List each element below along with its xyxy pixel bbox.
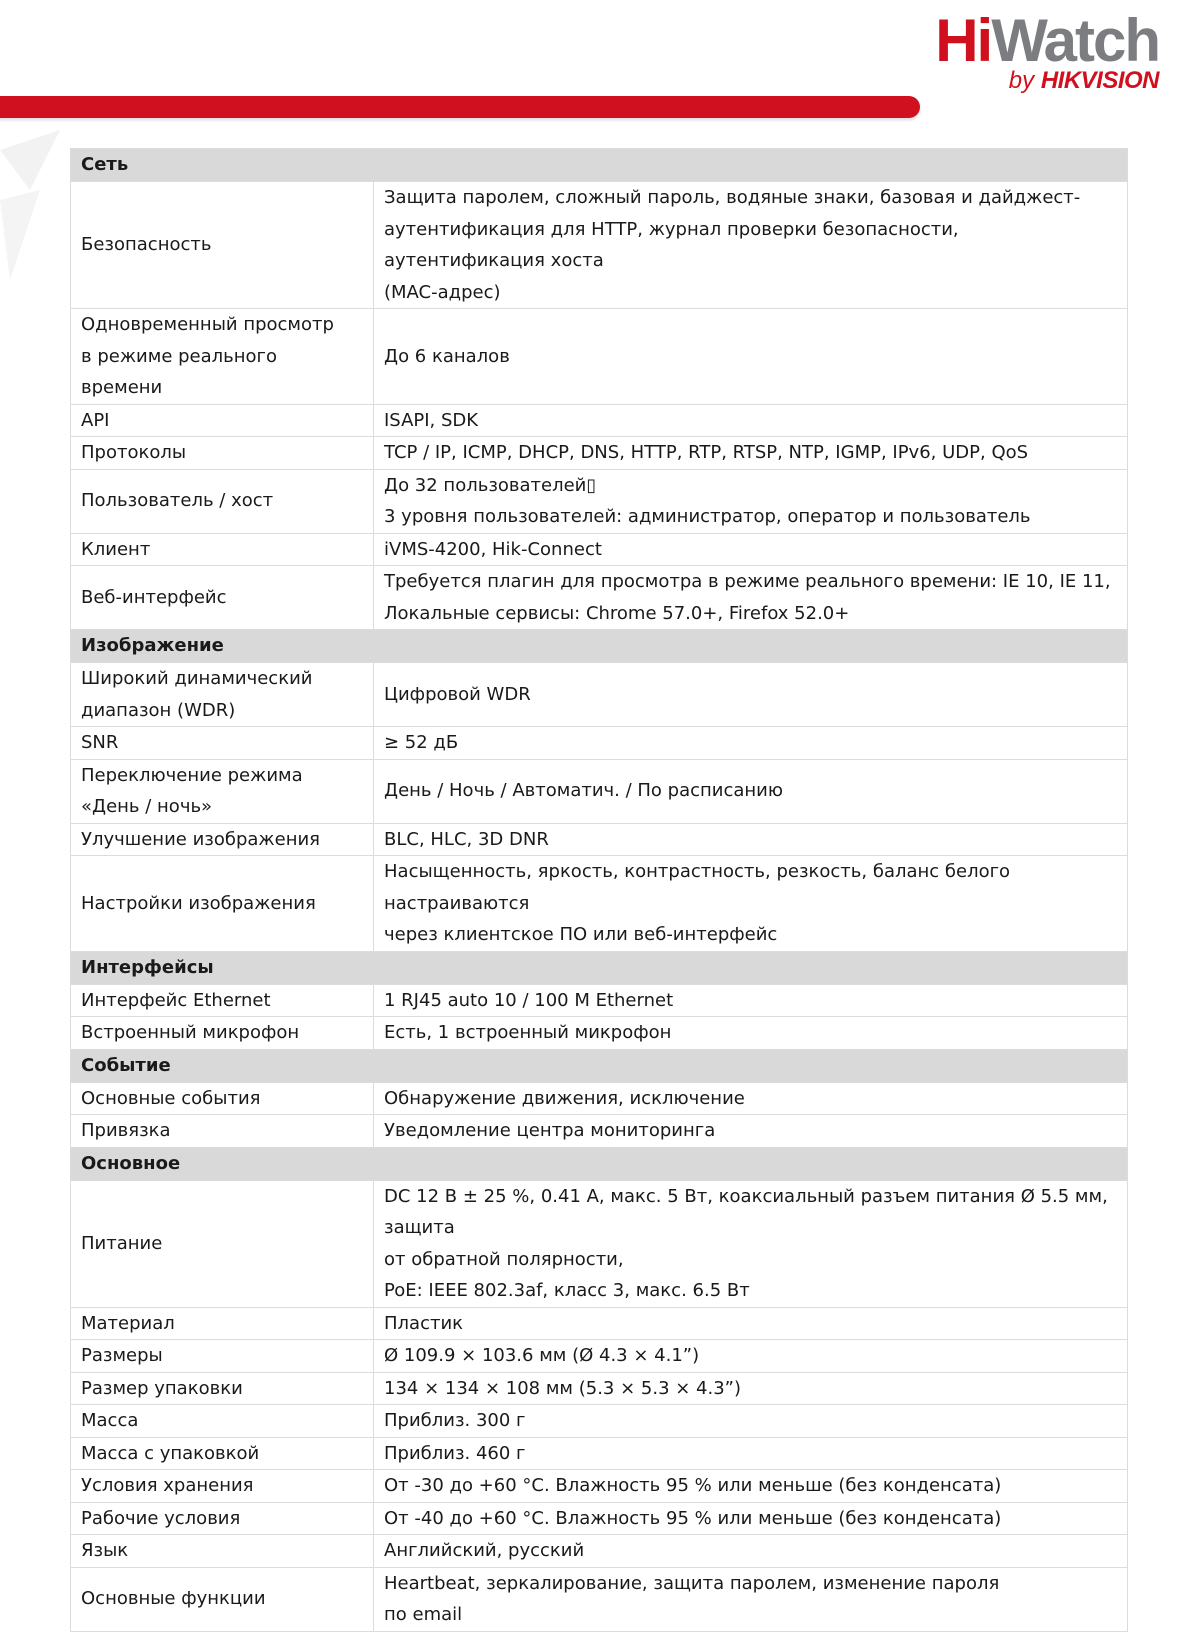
spec-value [374,437,1128,470]
spec-key-line: Улучшение изображения [81,828,320,850]
spec-value-line: TCP / IP, ICMP, DHCP, DNS, HTTP, RTP, RTSP, NTP, IGMP, IPv6, UDP, QoS [384,442,1029,463]
spec-row [71,469,1128,533]
spec-key [71,823,374,856]
spec-value-line: аутентификация для HTTP, журнал проверки безопасности, аутентификация хоста [384,218,959,271]
spec-value-line: До 6 каналов [384,345,510,367]
spec-value [374,1082,1128,1115]
spec-value-line: Обнаружение движения, исключение [384,1087,745,1109]
spec-key-line: API [81,409,110,431]
watermark-shape [0,130,70,300]
spec-row [71,533,1128,566]
header-red-bar [0,96,920,118]
spec-key-line: Клиент [81,538,151,560]
spec-value-line: 1 RJ45 auto 10 / 100 M Ethernet [384,989,674,1011]
spec-value [374,1180,1128,1307]
spec-key [71,533,374,566]
spec-value-line: от обратной полярности, [384,1248,624,1270]
spec-row [71,1535,1128,1568]
spec-key-line: Интерфейс Ethernet [81,989,271,1011]
spec-value [374,1567,1128,1631]
spec-value-line: Защита паролем, сложный пароль, водяные знаки, базовая и дайджест- [384,187,1081,208]
spec-row [71,1307,1128,1340]
spec-key-line: Рабочие условия [81,1507,241,1529]
spec-key [71,1567,374,1631]
spec-value [374,566,1128,630]
spec-key [71,1470,374,1503]
spec-key [71,404,374,437]
spec-key [71,1340,374,1373]
spec-value [374,404,1128,437]
spec-value [374,1405,1128,1438]
spec-value [374,727,1128,760]
spec-value-line: через клиентское ПО или веб-интерфейс [384,924,778,945]
spec-value-line: Цифровой WDR [384,683,531,705]
spec-key-line: Масса [81,1410,139,1431]
spec-value-line: ≥ 52 дБ [384,732,459,753]
spec-key [71,759,374,823]
spec-value [374,759,1128,823]
spec-value-line: PoE: IEEE 802.3af, класс 3, макс. 6.5 Вт [384,1280,750,1301]
spec-key-line: «День / ночь» [81,796,213,817]
spec-key-line: Протоколы [81,442,187,463]
spec-row [71,1340,1128,1373]
spec-key [71,856,374,952]
section-title: Сеть [71,149,1128,182]
spec-value-line: iVMS-4200, Hik-Connect [384,538,602,560]
spec-value [374,1307,1128,1340]
spec-key-line: Питание [81,1232,163,1254]
spec-value-line: Есть, 1 встроенный микрофон [384,1022,672,1043]
spec-key [71,1372,374,1405]
spec-row [71,1502,1128,1535]
spec-key-line: Размер упаковки [81,1377,243,1399]
spec-row [71,566,1128,630]
spec-row [71,404,1128,437]
spec-row [71,856,1128,952]
spec-value-line: Требуется плагин для просмотра в режиме реального времени: IE 10, IE 11, [384,571,1111,592]
spec-key-line: диапазон (WDR) [81,699,236,721]
spec-value [374,856,1128,952]
spec-row [71,1372,1128,1405]
spec-key [71,1017,374,1050]
spec-key [71,469,374,533]
spec-value [374,1470,1128,1503]
spec-row [71,1567,1128,1631]
spec-row [71,182,1128,309]
spec-value [374,663,1128,727]
section-title: Интерфейсы [71,951,1128,984]
spec-value [374,533,1128,566]
spec-key-line: Одновременный просмотр [81,314,334,335]
spec-value [374,182,1128,309]
logo-wordmark: HiWatch [935,7,1159,74]
spec-key [71,1307,374,1340]
spec-key [71,437,374,470]
spec-value-line: Насыщенность, яркость, контрастность, резкость, баланс белого настраиваются [384,861,1011,914]
spec-value-line: Приблиз. 300 г [384,1410,526,1431]
spec-key [71,566,374,630]
spec-key [71,1437,374,1470]
spec-key-line: Основные события [81,1087,261,1109]
section-header [71,149,1128,182]
spec-value-line: Уведомление центра мониторинга [384,1120,716,1141]
spec-value [374,309,1128,405]
spec-key [71,984,374,1017]
spec-row [71,823,1128,856]
section-header [71,1147,1128,1180]
spec-key-line: Основные функции [81,1588,266,1610]
spec-key [71,1180,374,1307]
spec-row [71,1437,1128,1470]
spec-value-line: Ø 109.9 × 103.6 мм (Ø 4.3 × 4.1”) [384,1345,700,1366]
spec-value [374,1502,1128,1535]
spec-key-line: Широкий динамический [81,668,313,689]
spec-key [71,1502,374,1535]
spec-key [71,182,374,309]
spec-value [374,823,1128,856]
spec-value-line: (MAC-адрес) [384,281,501,303]
spec-key-line: SNR [81,732,119,753]
spec-row [71,1115,1128,1148]
spec-value-line: От -40 до +60 °C. Влажность 95 % или меньше (без конденсата) [384,1507,1002,1529]
spec-value-line: Heartbeat, зеркалирование, защита паролем, изменение пароля [384,1572,1000,1594]
spec-key [71,727,374,760]
spec-key [71,1405,374,1438]
spec-key-line: Веб-интерфейс [81,586,227,608]
spec-row [71,759,1128,823]
section-title: Основное [71,1147,1128,1180]
spec-value [374,1340,1128,1373]
spec-key-line: Пользователь / хост [81,490,274,512]
spec-value-line: ISAPI, SDK [384,409,479,431]
spec-row [71,727,1128,760]
spec-key-line: Встроенный микрофон [81,1022,300,1043]
spec-value-line: DC 12 В ± 25 %, 0.41 А, макс. 5 Вт, коаксиальный разъем питания Ø 5.5 мм, защита [384,1185,1108,1238]
spec-key [71,1535,374,1568]
spec-key [71,663,374,727]
spec-key-line: Условия хранения [81,1475,254,1496]
spec-row [71,309,1128,405]
spec-row [71,663,1128,727]
spec-key-line: Материал [81,1312,175,1334]
spec-value [374,1372,1128,1405]
spec-key-line: Язык [81,1540,129,1561]
spec-row [71,1405,1128,1438]
spec-value-line: 134 × 134 × 108 мм (5.3 × 5.3 × 4.3”) [384,1377,742,1399]
spec-value [374,469,1128,533]
section-header [71,630,1128,663]
hiwatch-logo [914,8,1159,94]
spec-key-line: Привязка [81,1120,171,1141]
spec-value-line: До 32 пользователей▯ [384,474,597,496]
spec-value-line: Приблиз. 460 г [384,1442,526,1464]
spec-value [374,1535,1128,1568]
section-title: Событие [71,1049,1128,1082]
spec-value-line: 3 уровня пользователей: администратор, оператор и пользователь [384,506,1031,527]
spec-value-line: Английский, русский [384,1540,585,1561]
spec-row [71,437,1128,470]
spec-key-line: Масса с упаковкой [81,1442,260,1464]
logo-byline: by HIKVISION [1008,67,1159,94]
spec-value [374,1437,1128,1470]
spec-key-line: Безопасность [81,234,212,256]
spec-key-line: Переключение режима [81,764,303,786]
spec-value [374,1017,1128,1050]
spec-row [71,984,1128,1017]
spec-key-line: Размеры [81,1345,163,1366]
spec-row [71,1180,1128,1307]
section-header [71,1049,1128,1082]
spec-value-line: Локальные сервисы: Chrome 57.0+, Firefox 52.0+ [384,602,850,624]
spec-row [71,1017,1128,1050]
spec-value [374,984,1128,1017]
spec-key [71,1082,374,1115]
spec-key-line: в режиме реального времени [81,345,278,398]
spec-key [71,1115,374,1148]
spec-value-line: Пластик [384,1312,464,1334]
spec-value-line: BLC, HLC, 3D DNR [384,828,549,850]
section-header [71,951,1128,984]
spec-value-line: От -30 до +60 °C. Влажность 95 % или меньше (без конденсата) [384,1475,1002,1496]
spec-row [71,1082,1128,1115]
spec-value-line: День / Ночь / Автоматич. / По расписанию [384,780,784,802]
spec-key-line: Настройки изображения [81,892,316,914]
spec-table [70,148,1128,1632]
spec-value-line: по email [384,1604,463,1625]
spec-row [71,1470,1128,1503]
spec-value [374,1115,1128,1148]
section-title: Изображение [71,630,1128,663]
spec-key [71,309,374,405]
